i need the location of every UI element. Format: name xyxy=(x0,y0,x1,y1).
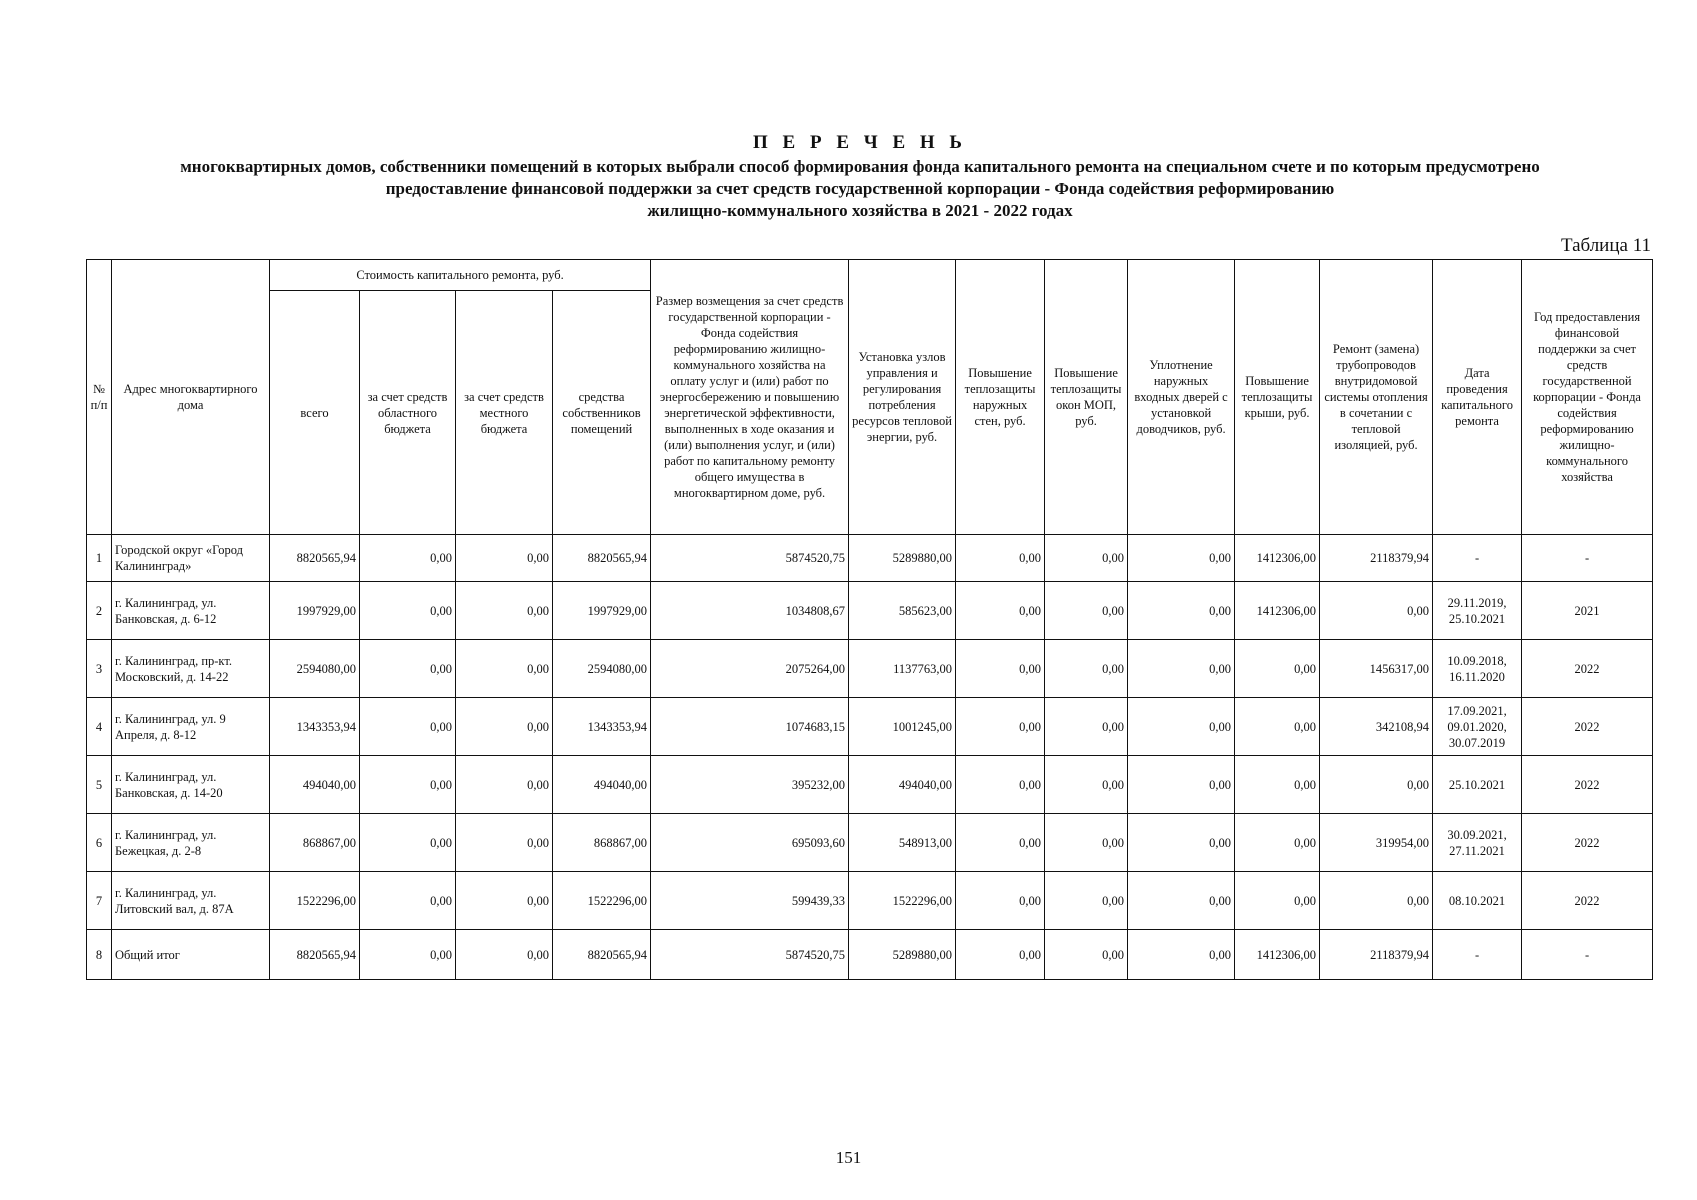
cell-compensation: 5874520,75 xyxy=(651,535,849,582)
cell-doors: 0,00 xyxy=(1128,930,1235,980)
cell-owners: 494040,00 xyxy=(553,756,651,814)
title-line-3: жилищно-коммунального хозяйства в 2021 - 2022 годах xyxy=(647,201,1073,220)
cell-regional: 0,00 xyxy=(360,640,456,698)
header-units: Установка узлов управления и регулирования потребления ресурсов тепловой энергии, руб. xyxy=(849,260,956,535)
table-row xyxy=(87,698,1653,756)
header-regional: за счет средств областного бюджета xyxy=(360,291,456,535)
cell-total: 1522296,00 xyxy=(270,872,360,930)
header-total: всего xyxy=(270,291,360,535)
cell-walls: 0,00 xyxy=(956,640,1045,698)
header-local: за счет средств местного бюджета xyxy=(456,291,553,535)
cell-compensation: 2075264,00 xyxy=(651,640,849,698)
cell-units: 494040,00 xyxy=(849,756,956,814)
cell-units: 1001245,00 xyxy=(849,698,956,756)
table-row-total xyxy=(87,930,1653,980)
cell-windows: 0,00 xyxy=(1045,930,1128,980)
cell-walls: 0,00 xyxy=(956,535,1045,582)
cell-year: - xyxy=(1522,535,1653,582)
cell-local: 0,00 xyxy=(456,640,553,698)
cell-regional: 0,00 xyxy=(360,814,456,872)
header-roof: Повышение теплозащиты крыши, руб. xyxy=(1235,260,1320,535)
table-row xyxy=(87,814,1653,872)
cell-local: 0,00 xyxy=(456,872,553,930)
cell-walls: 0,00 xyxy=(956,872,1045,930)
header-walls: Повышение теплозащиты наружных стен, руб. xyxy=(956,260,1045,535)
cell-address: Городской округ «Город Калининград» xyxy=(112,535,270,582)
cell-roof: 0,00 xyxy=(1235,640,1320,698)
cell-owners: 1997929,00 xyxy=(553,582,651,640)
cell-local: 0,00 xyxy=(456,814,553,872)
table-row xyxy=(87,872,1653,930)
cell-address: Общий итог xyxy=(112,930,270,980)
cell-address: г. Калининград, ул. Бежецкая, д. 2-8 xyxy=(112,814,270,872)
cell-windows: 0,00 xyxy=(1045,640,1128,698)
cell-pipes: 0,00 xyxy=(1320,756,1433,814)
cell-date: 30.09.2021, 27.11.2021 xyxy=(1433,814,1522,872)
cell-windows: 0,00 xyxy=(1045,698,1128,756)
cell-local: 0,00 xyxy=(456,756,553,814)
cell-year: 2022 xyxy=(1522,756,1653,814)
cell-owners: 1522296,00 xyxy=(553,872,651,930)
cell-year: 2022 xyxy=(1522,872,1653,930)
cell-windows: 0,00 xyxy=(1045,756,1128,814)
cell-total: 1997929,00 xyxy=(270,582,360,640)
cell-num: 7 xyxy=(87,872,112,930)
cell-regional: 0,00 xyxy=(360,535,456,582)
cell-regional: 0,00 xyxy=(360,582,456,640)
cell-walls: 0,00 xyxy=(956,814,1045,872)
cell-address: г. Калининград, ул. Банковская, д. 14-20 xyxy=(112,756,270,814)
header-num: № п/п xyxy=(87,260,112,535)
cell-roof: 0,00 xyxy=(1235,698,1320,756)
cell-units: 1522296,00 xyxy=(849,872,956,930)
cell-compensation: 1034808,67 xyxy=(651,582,849,640)
cell-owners: 868867,00 xyxy=(553,814,651,872)
cell-total: 8820565,94 xyxy=(270,930,360,980)
cell-windows: 0,00 xyxy=(1045,535,1128,582)
cell-roof: 0,00 xyxy=(1235,756,1320,814)
cell-owners: 8820565,94 xyxy=(553,930,651,980)
cell-pipes: 1456317,00 xyxy=(1320,640,1433,698)
cell-date: 17.09.2021, 09.01.2020, 30.07.2019 xyxy=(1433,698,1522,756)
cell-num: 6 xyxy=(87,814,112,872)
cell-total: 868867,00 xyxy=(270,814,360,872)
cell-local: 0,00 xyxy=(456,582,553,640)
table-label: Таблица 11 xyxy=(1560,235,1651,256)
cell-num: 1 xyxy=(87,535,112,582)
header-doors: Уплотнение наружных входных дверей с установкой доводчиков, руб. xyxy=(1128,260,1235,535)
cell-units: 548913,00 xyxy=(849,814,956,872)
cell-total: 2594080,00 xyxy=(270,640,360,698)
cell-doors: 0,00 xyxy=(1128,582,1235,640)
cell-regional: 0,00 xyxy=(360,698,456,756)
cell-pipes: 0,00 xyxy=(1320,582,1433,640)
cell-walls: 0,00 xyxy=(956,698,1045,756)
cell-pipes: 319954,00 xyxy=(1320,814,1433,872)
cell-pipes: 0,00 xyxy=(1320,872,1433,930)
cell-roof: 0,00 xyxy=(1235,814,1320,872)
cell-year: 2022 xyxy=(1522,814,1653,872)
cell-local: 0,00 xyxy=(456,535,553,582)
cell-total: 1343353,94 xyxy=(270,698,360,756)
cell-doors: 0,00 xyxy=(1128,640,1235,698)
cell-pipes: 2118379,94 xyxy=(1320,930,1433,980)
cell-pipes: 2118379,94 xyxy=(1320,535,1433,582)
cell-windows: 0,00 xyxy=(1045,814,1128,872)
cell-num: 2 xyxy=(87,582,112,640)
cell-address: г. Калининград, ул. Литовский вал, д. 87А xyxy=(112,872,270,930)
cell-address: г. Калининград, пр-кт. Московский, д. 14-22 xyxy=(112,640,270,698)
cell-year: 2022 xyxy=(1522,640,1653,698)
cell-units: 5289880,00 xyxy=(849,535,956,582)
repair-table xyxy=(86,259,1653,980)
cell-date: 29.11.2019, 25.10.2021 xyxy=(1433,582,1522,640)
table-row xyxy=(87,535,1653,582)
cell-owners: 2594080,00 xyxy=(553,640,651,698)
header-year: Год предоставления финансовой поддержки за счет средств государственной корпорации - Фонда содействия реформированию жилищно-коммунального хозяйства xyxy=(1522,260,1653,535)
cell-owners: 8820565,94 xyxy=(553,535,651,582)
header-date: Дата проведения капитального ремонта xyxy=(1433,260,1522,535)
cell-num: 8 xyxy=(87,930,112,980)
cell-compensation: 395232,00 xyxy=(651,756,849,814)
title-heading: П Е Р Е Ч Е Н Ь xyxy=(753,132,967,153)
cell-windows: 0,00 xyxy=(1045,582,1128,640)
cell-date: 08.10.2021 xyxy=(1433,872,1522,930)
cell-date: - xyxy=(1433,930,1522,980)
cell-roof: 1412306,00 xyxy=(1235,582,1320,640)
cell-compensation: 5874520,75 xyxy=(651,930,849,980)
cell-address: г. Калининград, ул. 9 Апреля, д. 8-12 xyxy=(112,698,270,756)
cell-address: г. Калининград, ул. Банковская, д. 6-12 xyxy=(112,582,270,640)
header-cost-group: Стоимость капитального ремонта, руб. xyxy=(270,260,651,291)
header-windows: Повышение теплозащиты окон МОП, руб. xyxy=(1045,260,1128,535)
cell-regional: 0,00 xyxy=(360,930,456,980)
cell-doors: 0,00 xyxy=(1128,535,1235,582)
cell-doors: 0,00 xyxy=(1128,698,1235,756)
document-title xyxy=(60,130,1660,222)
table-row xyxy=(87,582,1653,640)
header-address: Адрес многоквартирного дома xyxy=(112,260,270,535)
header-owners: средства собственников помещений xyxy=(553,291,651,535)
cell-walls: 0,00 xyxy=(956,756,1045,814)
cell-total: 494040,00 xyxy=(270,756,360,814)
cell-units: 1137763,00 xyxy=(849,640,956,698)
cell-doors: 0,00 xyxy=(1128,814,1235,872)
cell-units: 585623,00 xyxy=(849,582,956,640)
cell-regional: 0,00 xyxy=(360,872,456,930)
cell-compensation: 695093,60 xyxy=(651,814,849,872)
title-line-2: предоставление финансовой поддержки за счет средств государственной корпорации - Фонда содействия реформированию xyxy=(385,179,1335,198)
cell-doors: 0,00 xyxy=(1128,872,1235,930)
cell-num: 5 xyxy=(87,756,112,814)
cell-local: 0,00 xyxy=(456,698,553,756)
table-row xyxy=(87,640,1653,698)
cell-year: 2021 xyxy=(1522,582,1653,640)
cell-doors: 0,00 xyxy=(1128,756,1235,814)
cell-compensation: 1074683,15 xyxy=(651,698,849,756)
cell-owners: 1343353,94 xyxy=(553,698,651,756)
cell-date: - xyxy=(1433,535,1522,582)
cell-walls: 0,00 xyxy=(956,930,1045,980)
cell-local: 0,00 xyxy=(456,930,553,980)
cell-total: 8820565,94 xyxy=(270,535,360,582)
header-compensation: Размер возмещения за счет средств государственной корпорации - Фонда содействия реформированию жилищно-коммунального хозяйства на оплату услуг и (или) работ по энергосбережению и повышению энергетической эффективности, выполненных в ходе оказания и (или) выполнения услуг, и (или) работ по капитальному ремонту общего имущества в многоквартирном доме, руб. xyxy=(651,260,849,535)
cell-walls: 0,00 xyxy=(956,582,1045,640)
header-pipes: Ремонт (замена) трубопроводов внутридомовой системы отопления в сочетании с тепловой изоляцией, руб. xyxy=(1320,260,1433,535)
cell-units: 5289880,00 xyxy=(849,930,956,980)
cell-roof: 1412306,00 xyxy=(1235,535,1320,582)
page-number: 151 xyxy=(835,1148,862,1167)
cell-year: 2022 xyxy=(1522,698,1653,756)
cell-year: - xyxy=(1522,930,1653,980)
title-line-1: многоквартирных домов, собственники помещений в которых выбрали способ формирования фонда капитального ремонта на специальном счете и по которым предусмотрено xyxy=(180,157,1540,176)
cell-roof: 1412306,00 xyxy=(1235,930,1320,980)
cell-date: 10.09.2018, 16.11.2020 xyxy=(1433,640,1522,698)
cell-num: 3 xyxy=(87,640,112,698)
cell-windows: 0,00 xyxy=(1045,872,1128,930)
table-row xyxy=(87,756,1653,814)
cell-num: 4 xyxy=(87,698,112,756)
cell-roof: 0,00 xyxy=(1235,872,1320,930)
cell-compensation: 599439,33 xyxy=(651,872,849,930)
cell-date: 25.10.2021 xyxy=(1433,756,1522,814)
cell-pipes: 342108,94 xyxy=(1320,698,1433,756)
cell-regional: 0,00 xyxy=(360,756,456,814)
